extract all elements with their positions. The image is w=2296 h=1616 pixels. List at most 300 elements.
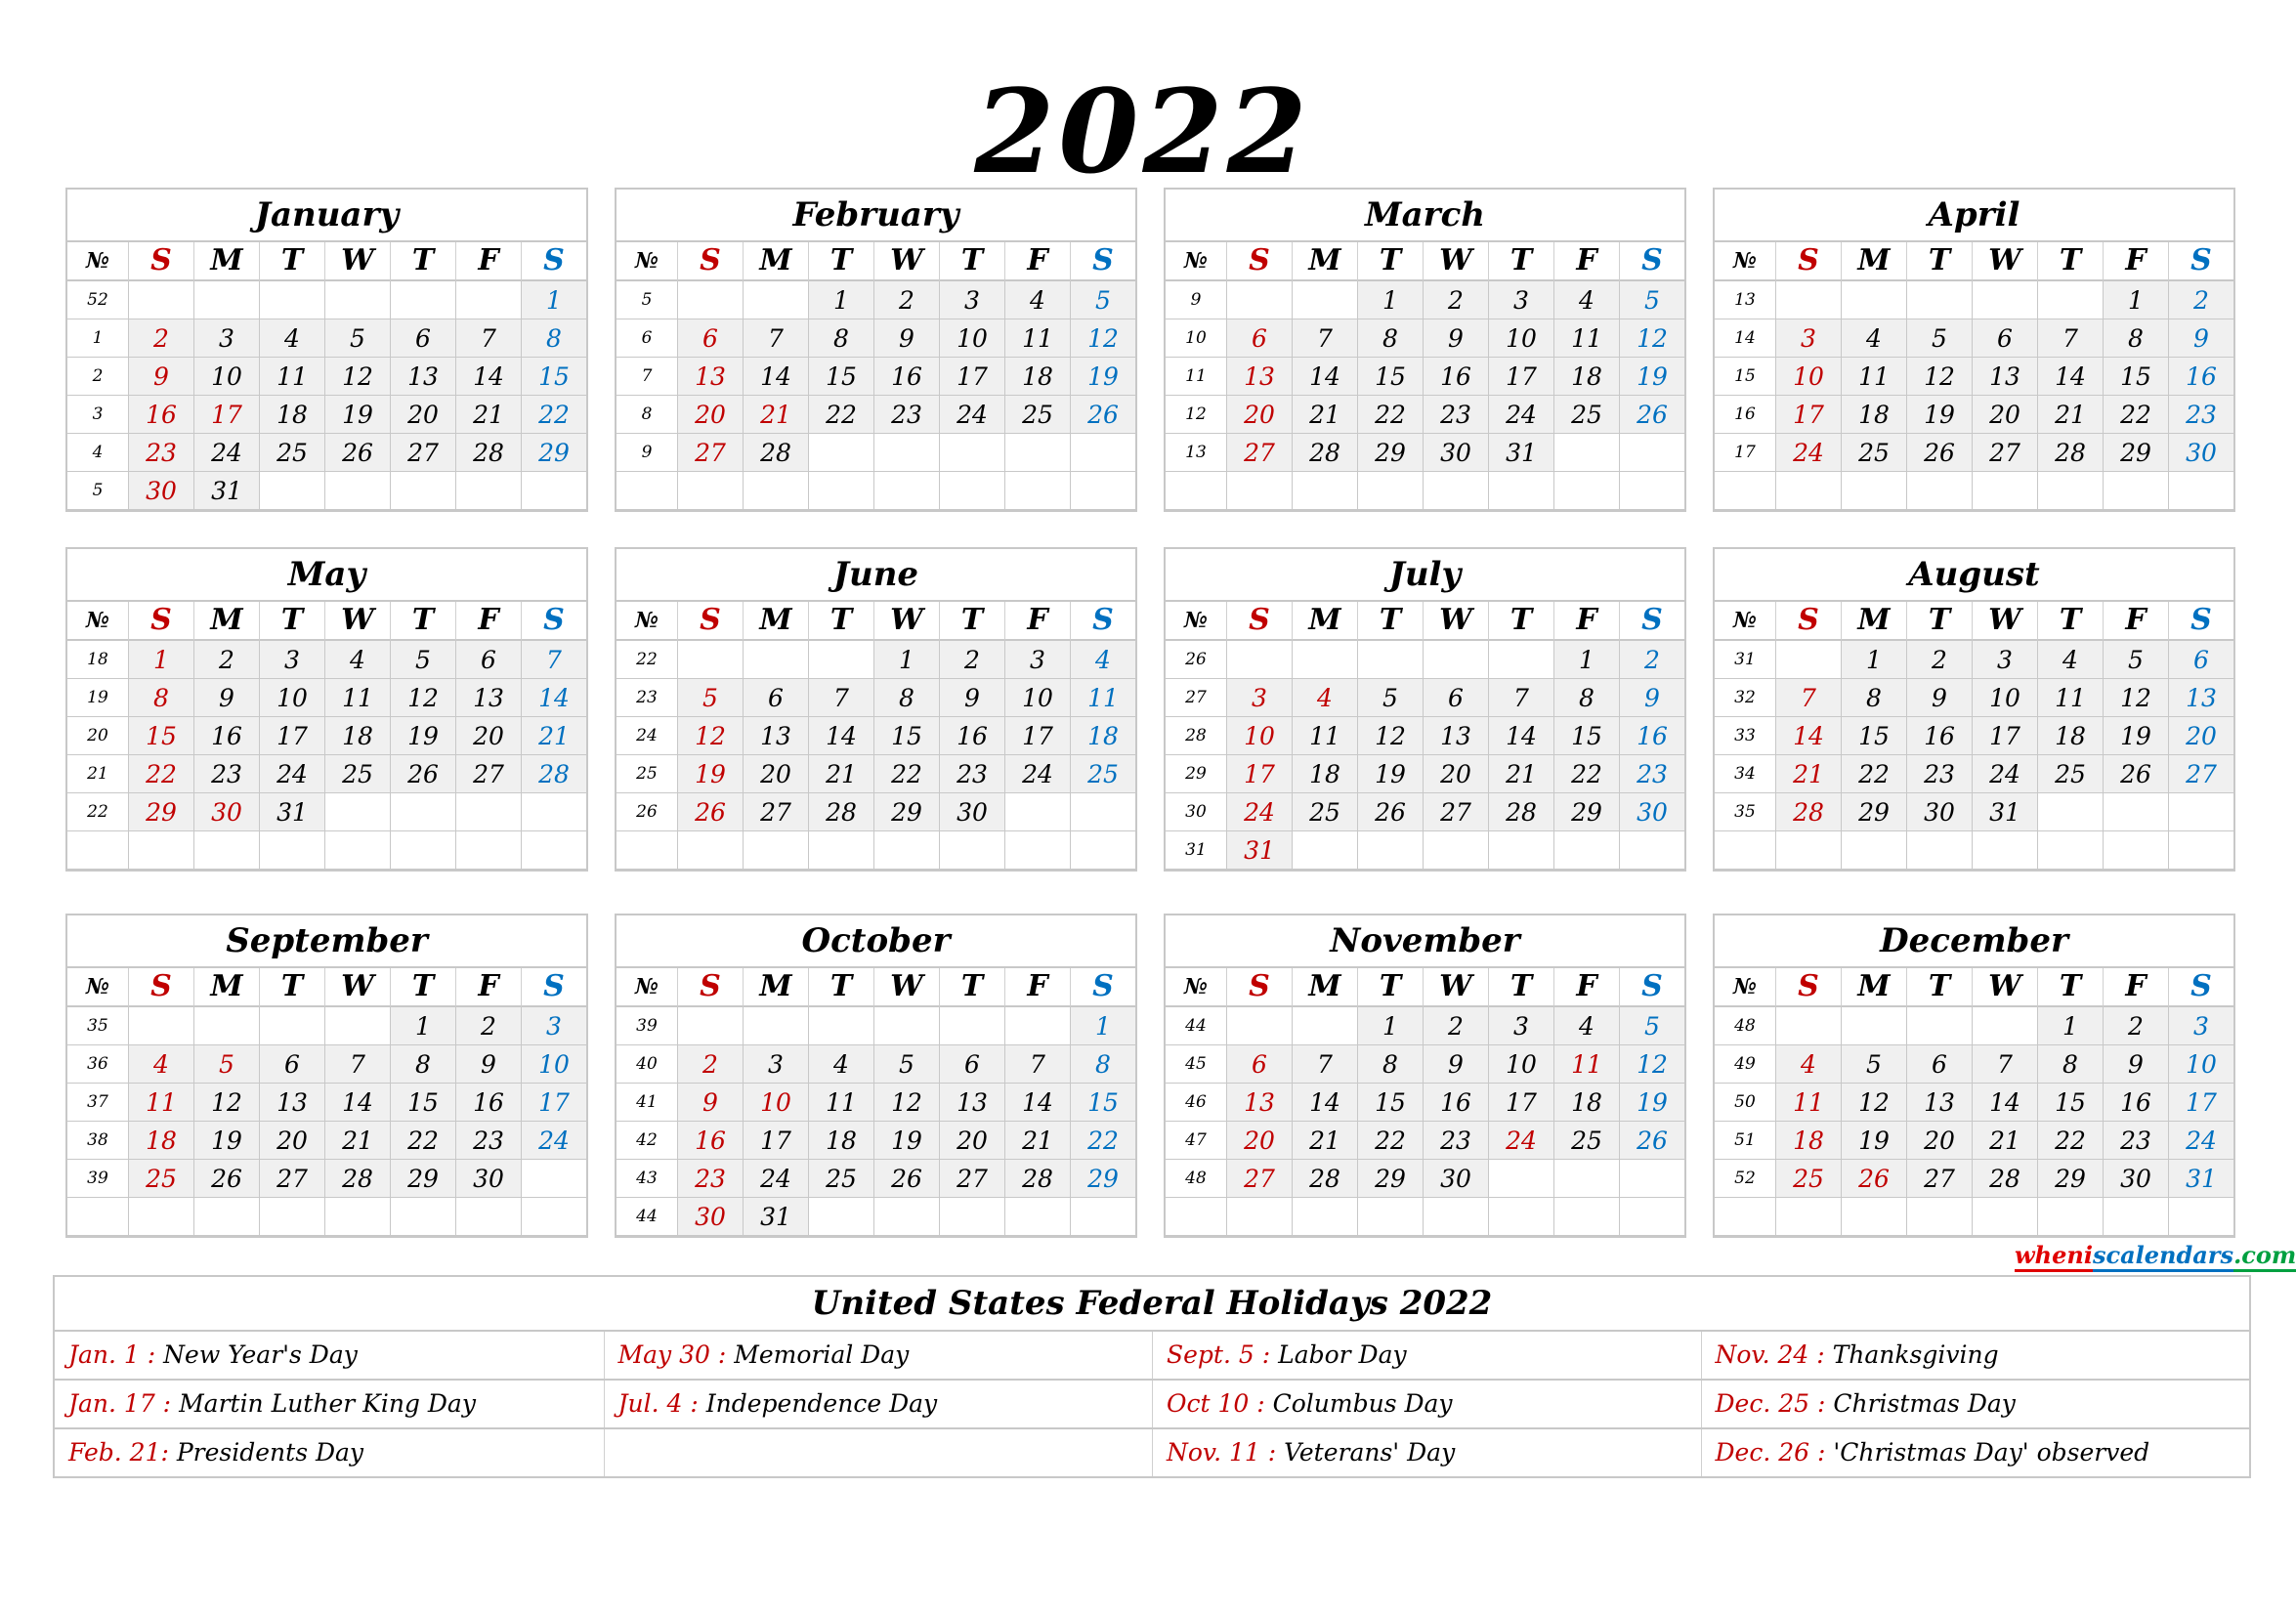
day-cell[interactable]: 19: [1357, 755, 1423, 793]
day-cell[interactable]: 14: [1775, 717, 1841, 755]
day-cell[interactable]: 27: [1906, 1160, 1972, 1198]
day-cell[interactable]: 8: [1070, 1045, 1135, 1084]
day-cell[interactable]: 22: [1841, 755, 1906, 793]
day-cell[interactable]: 6: [2168, 641, 2233, 679]
day-cell[interactable]: 20: [939, 1122, 1004, 1160]
day-cell[interactable]: 3: [521, 1007, 586, 1045]
day-cell[interactable]: 26: [324, 434, 390, 472]
day-cell[interactable]: 13: [1423, 717, 1488, 755]
day-cell[interactable]: 6: [455, 641, 521, 679]
day-cell[interactable]: 15: [873, 717, 939, 755]
day-cell[interactable]: 29: [2037, 1160, 2103, 1198]
day-cell[interactable]: 21: [1292, 396, 1357, 434]
day-cell[interactable]: 20: [455, 717, 521, 755]
day-cell[interactable]: 25: [1004, 396, 1070, 434]
day-cell[interactable]: 24: [521, 1122, 586, 1160]
day-cell[interactable]: 15: [2037, 1084, 2103, 1122]
day-cell[interactable]: 14: [521, 679, 586, 717]
day-cell[interactable]: 11: [1070, 679, 1135, 717]
day-cell[interactable]: 2: [873, 281, 939, 319]
day-cell[interactable]: 19: [2103, 717, 2168, 755]
day-cell[interactable]: 10: [1226, 717, 1292, 755]
day-cell[interactable]: 26: [390, 755, 455, 793]
day-cell[interactable]: 20: [677, 396, 743, 434]
day-cell[interactable]: 18: [1775, 1122, 1841, 1160]
day-cell[interactable]: 23: [1619, 755, 1684, 793]
day-cell[interactable]: 1: [873, 641, 939, 679]
day-cell[interactable]: 24: [1775, 434, 1841, 472]
day-cell[interactable]: 2: [193, 641, 259, 679]
day-cell[interactable]: 4: [1553, 1007, 1619, 1045]
day-cell[interactable]: 6: [1226, 1045, 1292, 1084]
day-cell[interactable]: 7: [743, 319, 808, 358]
day-cell[interactable]: 11: [1841, 358, 1906, 396]
day-cell[interactable]: 12: [1619, 1045, 1684, 1084]
day-cell[interactable]: 29: [873, 793, 939, 831]
day-cell[interactable]: 17: [1488, 1084, 1553, 1122]
day-cell[interactable]: 12: [324, 358, 390, 396]
day-cell[interactable]: 26: [1906, 434, 1972, 472]
day-cell[interactable]: 15: [1357, 1084, 1423, 1122]
day-cell[interactable]: 4: [259, 319, 324, 358]
day-cell[interactable]: 17: [743, 1122, 808, 1160]
day-cell[interactable]: 9: [128, 358, 193, 396]
day-cell[interactable]: 25: [128, 1160, 193, 1198]
day-cell[interactable]: 7: [1775, 679, 1841, 717]
day-cell[interactable]: 26: [2103, 755, 2168, 793]
day-cell[interactable]: 23: [128, 434, 193, 472]
day-cell[interactable]: 30: [1906, 793, 1972, 831]
day-cell[interactable]: 5: [1357, 679, 1423, 717]
day-cell[interactable]: 4: [128, 1045, 193, 1084]
day-cell[interactable]: 2: [677, 1045, 743, 1084]
day-cell[interactable]: 25: [1292, 793, 1357, 831]
day-cell[interactable]: 9: [1906, 679, 1972, 717]
day-cell[interactable]: 4: [808, 1045, 873, 1084]
day-cell[interactable]: 30: [677, 1198, 743, 1236]
day-cell[interactable]: 3: [1488, 1007, 1553, 1045]
day-cell[interactable]: 12: [1357, 717, 1423, 755]
day-cell[interactable]: 28: [1004, 1160, 1070, 1198]
day-cell[interactable]: 30: [2168, 434, 2233, 472]
day-cell[interactable]: 24: [743, 1160, 808, 1198]
day-cell[interactable]: 22: [873, 755, 939, 793]
day-cell[interactable]: 16: [677, 1122, 743, 1160]
day-cell[interactable]: 28: [743, 434, 808, 472]
day-cell[interactable]: 2: [128, 319, 193, 358]
day-cell[interactable]: 18: [808, 1122, 873, 1160]
day-cell[interactable]: 1: [128, 641, 193, 679]
day-cell[interactable]: 5: [1841, 1045, 1906, 1084]
day-cell[interactable]: 9: [1423, 1045, 1488, 1084]
day-cell[interactable]: 7: [1292, 1045, 1357, 1084]
day-cell[interactable]: 30: [128, 472, 193, 510]
day-cell[interactable]: 30: [939, 793, 1004, 831]
day-cell[interactable]: 3: [939, 281, 1004, 319]
day-cell[interactable]: 17: [1226, 755, 1292, 793]
day-cell[interactable]: 19: [873, 1122, 939, 1160]
day-cell[interactable]: 10: [193, 358, 259, 396]
day-cell[interactable]: 15: [2103, 358, 2168, 396]
day-cell[interactable]: 2: [2103, 1007, 2168, 1045]
day-cell[interactable]: 23: [2103, 1122, 2168, 1160]
day-cell[interactable]: 21: [455, 396, 521, 434]
day-cell[interactable]: 8: [1841, 679, 1906, 717]
day-cell[interactable]: 16: [128, 396, 193, 434]
day-cell[interactable]: 19: [390, 717, 455, 755]
day-cell[interactable]: 14: [324, 1084, 390, 1122]
day-cell[interactable]: 10: [1775, 358, 1841, 396]
day-cell[interactable]: 17: [259, 717, 324, 755]
day-cell[interactable]: 24: [2168, 1122, 2233, 1160]
day-cell[interactable]: 19: [1619, 1084, 1684, 1122]
day-cell[interactable]: 11: [1553, 319, 1619, 358]
day-cell[interactable]: 4: [324, 641, 390, 679]
day-cell[interactable]: 30: [1619, 793, 1684, 831]
day-cell[interactable]: 10: [743, 1084, 808, 1122]
day-cell[interactable]: 17: [521, 1084, 586, 1122]
day-cell[interactable]: 13: [939, 1084, 1004, 1122]
day-cell[interactable]: 24: [1972, 755, 2037, 793]
day-cell[interactable]: 12: [390, 679, 455, 717]
day-cell[interactable]: 28: [2037, 434, 2103, 472]
day-cell[interactable]: 6: [390, 319, 455, 358]
day-cell[interactable]: 10: [1488, 319, 1553, 358]
day-cell[interactable]: 6: [1226, 319, 1292, 358]
day-cell[interactable]: 24: [939, 396, 1004, 434]
day-cell[interactable]: 1: [1357, 1007, 1423, 1045]
day-cell[interactable]: 16: [2168, 358, 2233, 396]
day-cell[interactable]: 29: [1841, 793, 1906, 831]
day-cell[interactable]: 22: [128, 755, 193, 793]
day-cell[interactable]: 19: [1619, 358, 1684, 396]
day-cell[interactable]: 1: [521, 281, 586, 319]
day-cell[interactable]: 14: [1292, 1084, 1357, 1122]
day-cell[interactable]: 11: [128, 1084, 193, 1122]
day-cell[interactable]: 11: [1004, 319, 1070, 358]
day-cell[interactable]: 31: [1972, 793, 2037, 831]
day-cell[interactable]: 20: [1906, 1122, 1972, 1160]
day-cell[interactable]: 26: [193, 1160, 259, 1198]
day-cell[interactable]: 28: [808, 793, 873, 831]
day-cell[interactable]: 15: [1841, 717, 1906, 755]
day-cell[interactable]: 24: [259, 755, 324, 793]
day-cell[interactable]: 17: [1004, 717, 1070, 755]
day-cell[interactable]: 5: [2103, 641, 2168, 679]
day-cell[interactable]: 27: [455, 755, 521, 793]
day-cell[interactable]: 5: [324, 319, 390, 358]
day-cell[interactable]: 18: [1070, 717, 1135, 755]
day-cell[interactable]: 8: [1357, 1045, 1423, 1084]
day-cell[interactable]: 12: [1841, 1084, 1906, 1122]
day-cell[interactable]: 20: [259, 1122, 324, 1160]
day-cell[interactable]: 1: [808, 281, 873, 319]
day-cell[interactable]: 11: [1775, 1084, 1841, 1122]
day-cell[interactable]: 26: [1841, 1160, 1906, 1198]
day-cell[interactable]: 9: [939, 679, 1004, 717]
day-cell[interactable]: 21: [324, 1122, 390, 1160]
day-cell[interactable]: 23: [193, 755, 259, 793]
day-cell[interactable]: 29: [1553, 793, 1619, 831]
day-cell[interactable]: 29: [390, 1160, 455, 1198]
day-cell[interactable]: 16: [1423, 358, 1488, 396]
day-cell[interactable]: 16: [1906, 717, 1972, 755]
day-cell[interactable]: 17: [1488, 358, 1553, 396]
day-cell[interactable]: 26: [1070, 396, 1135, 434]
day-cell[interactable]: 26: [1357, 793, 1423, 831]
site-logo[interactable]: [2015, 1241, 2296, 1269]
day-cell[interactable]: 15: [1553, 717, 1619, 755]
day-cell[interactable]: 6: [677, 319, 743, 358]
day-cell[interactable]: 18: [1004, 358, 1070, 396]
day-cell[interactable]: 9: [1423, 319, 1488, 358]
day-cell[interactable]: 8: [1553, 679, 1619, 717]
day-cell[interactable]: 28: [1292, 1160, 1357, 1198]
day-cell[interactable]: 21: [808, 755, 873, 793]
day-cell[interactable]: 23: [873, 396, 939, 434]
day-cell[interactable]: 19: [677, 755, 743, 793]
day-cell[interactable]: 10: [939, 319, 1004, 358]
day-cell[interactable]: 10: [1488, 1045, 1553, 1084]
day-cell[interactable]: 13: [1226, 358, 1292, 396]
day-cell[interactable]: 22: [2103, 396, 2168, 434]
day-cell[interactable]: 1: [2103, 281, 2168, 319]
day-cell[interactable]: 8: [808, 319, 873, 358]
day-cell[interactable]: 6: [1906, 1045, 1972, 1084]
day-cell[interactable]: 9: [455, 1045, 521, 1084]
day-cell[interactable]: 12: [677, 717, 743, 755]
day-cell[interactable]: 28: [1972, 1160, 2037, 1198]
day-cell[interactable]: 19: [193, 1122, 259, 1160]
day-cell[interactable]: 28: [521, 755, 586, 793]
day-cell[interactable]: 11: [324, 679, 390, 717]
day-cell[interactable]: 9: [2103, 1045, 2168, 1084]
day-cell[interactable]: 31: [193, 472, 259, 510]
day-cell[interactable]: 22: [1553, 755, 1619, 793]
day-cell[interactable]: 8: [390, 1045, 455, 1084]
day-cell[interactable]: 25: [1070, 755, 1135, 793]
day-cell[interactable]: 16: [939, 717, 1004, 755]
day-cell[interactable]: 8: [873, 679, 939, 717]
day-cell[interactable]: 13: [743, 717, 808, 755]
day-cell[interactable]: 29: [521, 434, 586, 472]
day-cell[interactable]: 3: [1226, 679, 1292, 717]
day-cell[interactable]: 11: [808, 1084, 873, 1122]
day-cell[interactable]: 25: [1553, 396, 1619, 434]
day-cell[interactable]: 3: [259, 641, 324, 679]
day-cell[interactable]: 2: [1619, 641, 1684, 679]
day-cell[interactable]: 5: [1906, 319, 1972, 358]
day-cell[interactable]: 9: [1619, 679, 1684, 717]
day-cell[interactable]: 25: [324, 755, 390, 793]
day-cell[interactable]: 23: [1423, 396, 1488, 434]
day-cell[interactable]: 15: [808, 358, 873, 396]
day-cell[interactable]: 16: [193, 717, 259, 755]
day-cell[interactable]: 3: [2168, 1007, 2233, 1045]
day-cell[interactable]: 18: [128, 1122, 193, 1160]
day-cell[interactable]: 1: [1070, 1007, 1135, 1045]
day-cell[interactable]: 14: [743, 358, 808, 396]
day-cell[interactable]: 18: [2037, 717, 2103, 755]
day-cell[interactable]: 30: [1423, 1160, 1488, 1198]
day-cell[interactable]: 5: [1070, 281, 1135, 319]
day-cell[interactable]: 29: [1357, 1160, 1423, 1198]
day-cell[interactable]: 1: [2037, 1007, 2103, 1045]
day-cell[interactable]: 25: [1775, 1160, 1841, 1198]
day-cell[interactable]: 5: [390, 641, 455, 679]
day-cell[interactable]: 12: [2103, 679, 2168, 717]
day-cell[interactable]: 23: [2168, 396, 2233, 434]
day-cell[interactable]: 2: [455, 1007, 521, 1045]
day-cell[interactable]: 29: [2103, 434, 2168, 472]
day-cell[interactable]: 29: [1070, 1160, 1135, 1198]
day-cell[interactable]: 13: [1226, 1084, 1292, 1122]
day-cell[interactable]: 27: [390, 434, 455, 472]
day-cell[interactable]: 4: [1841, 319, 1906, 358]
day-cell[interactable]: 15: [390, 1084, 455, 1122]
day-cell[interactable]: 5: [873, 1045, 939, 1084]
day-cell[interactable]: 7: [1972, 1045, 2037, 1084]
day-cell[interactable]: 5: [1619, 1007, 1684, 1045]
day-cell[interactable]: 12: [1619, 319, 1684, 358]
day-cell[interactable]: 5: [193, 1045, 259, 1084]
day-cell[interactable]: 18: [259, 396, 324, 434]
day-cell[interactable]: 3: [1775, 319, 1841, 358]
day-cell[interactable]: 27: [1226, 434, 1292, 472]
day-cell[interactable]: 11: [1553, 1045, 1619, 1084]
day-cell[interactable]: 2: [1423, 281, 1488, 319]
day-cell[interactable]: 25: [1553, 1122, 1619, 1160]
day-cell[interactable]: 18: [1553, 358, 1619, 396]
day-cell[interactable]: 21: [1292, 1122, 1357, 1160]
day-cell[interactable]: 12: [873, 1084, 939, 1122]
day-cell[interactable]: 21: [521, 717, 586, 755]
day-cell[interactable]: 17: [1775, 396, 1841, 434]
day-cell[interactable]: 12: [1070, 319, 1135, 358]
day-cell[interactable]: 11: [2037, 679, 2103, 717]
day-cell[interactable]: 6: [1972, 319, 2037, 358]
day-cell[interactable]: 20: [1226, 1122, 1292, 1160]
day-cell[interactable]: 18: [1553, 1084, 1619, 1122]
day-cell[interactable]: 24: [1488, 1122, 1553, 1160]
day-cell[interactable]: 22: [1357, 396, 1423, 434]
day-cell[interactable]: 10: [521, 1045, 586, 1084]
day-cell[interactable]: 8: [521, 319, 586, 358]
day-cell[interactable]: 22: [1357, 1122, 1423, 1160]
day-cell[interactable]: 10: [2168, 1045, 2233, 1084]
day-cell[interactable]: 5: [677, 679, 743, 717]
day-cell[interactable]: 9: [193, 679, 259, 717]
day-cell[interactable]: 27: [743, 793, 808, 831]
day-cell[interactable]: 16: [873, 358, 939, 396]
day-cell[interactable]: 17: [193, 396, 259, 434]
day-cell[interactable]: 26: [873, 1160, 939, 1198]
day-cell[interactable]: 10: [1004, 679, 1070, 717]
day-cell[interactable]: 21: [2037, 396, 2103, 434]
day-cell[interactable]: 14: [808, 717, 873, 755]
day-cell[interactable]: 19: [1841, 1122, 1906, 1160]
day-cell[interactable]: 24: [193, 434, 259, 472]
day-cell[interactable]: 1: [1357, 281, 1423, 319]
day-cell[interactable]: 1: [390, 1007, 455, 1045]
day-cell[interactable]: 9: [677, 1084, 743, 1122]
day-cell[interactable]: 20: [1226, 396, 1292, 434]
day-cell[interactable]: 30: [1423, 434, 1488, 472]
day-cell[interactable]: 20: [2168, 717, 2233, 755]
day-cell[interactable]: 12: [1906, 358, 1972, 396]
day-cell[interactable]: 3: [1488, 281, 1553, 319]
day-cell[interactable]: 31: [259, 793, 324, 831]
day-cell[interactable]: 9: [873, 319, 939, 358]
day-cell[interactable]: 13: [1972, 358, 2037, 396]
day-cell[interactable]: 28: [1775, 793, 1841, 831]
day-cell[interactable]: 15: [1357, 358, 1423, 396]
day-cell[interactable]: 4: [1004, 281, 1070, 319]
day-cell[interactable]: 16: [2103, 1084, 2168, 1122]
day-cell[interactable]: 21: [1972, 1122, 2037, 1160]
day-cell[interactable]: 14: [1292, 358, 1357, 396]
day-cell[interactable]: 3: [1972, 641, 2037, 679]
day-cell[interactable]: 19: [1070, 358, 1135, 396]
day-cell[interactable]: 20: [390, 396, 455, 434]
day-cell[interactable]: 27: [1226, 1160, 1292, 1198]
day-cell[interactable]: 22: [521, 396, 586, 434]
day-cell[interactable]: 14: [455, 358, 521, 396]
day-cell[interactable]: 7: [1004, 1045, 1070, 1084]
day-cell[interactable]: 23: [455, 1122, 521, 1160]
day-cell[interactable]: 28: [1488, 793, 1553, 831]
day-cell[interactable]: 2: [1906, 641, 1972, 679]
day-cell[interactable]: 25: [808, 1160, 873, 1198]
day-cell[interactable]: 29: [1357, 434, 1423, 472]
day-cell[interactable]: 22: [808, 396, 873, 434]
day-cell[interactable]: 19: [324, 396, 390, 434]
day-cell[interactable]: 14: [1004, 1084, 1070, 1122]
day-cell[interactable]: 25: [2037, 755, 2103, 793]
day-cell[interactable]: 15: [1070, 1084, 1135, 1122]
day-cell[interactable]: 13: [259, 1084, 324, 1122]
day-cell[interactable]: 23: [1423, 1122, 1488, 1160]
day-cell[interactable]: 24: [1488, 396, 1553, 434]
day-cell[interactable]: 21: [1488, 755, 1553, 793]
day-cell[interactable]: 27: [1423, 793, 1488, 831]
day-cell[interactable]: 18: [324, 717, 390, 755]
day-cell[interactable]: 18: [1292, 755, 1357, 793]
day-cell[interactable]: 28: [1292, 434, 1357, 472]
day-cell[interactable]: 15: [521, 358, 586, 396]
day-cell[interactable]: 4: [1775, 1045, 1841, 1084]
day-cell[interactable]: 6: [1423, 679, 1488, 717]
day-cell[interactable]: 18: [1841, 396, 1906, 434]
day-cell[interactable]: 30: [2103, 1160, 2168, 1198]
day-cell[interactable]: 3: [193, 319, 259, 358]
day-cell[interactable]: 26: [1619, 1122, 1684, 1160]
day-cell[interactable]: 27: [1972, 434, 2037, 472]
day-cell[interactable]: 10: [259, 679, 324, 717]
day-cell[interactable]: 7: [521, 641, 586, 679]
day-cell[interactable]: 16: [1423, 1084, 1488, 1122]
day-cell[interactable]: 4: [2037, 641, 2103, 679]
day-cell[interactable]: 7: [324, 1045, 390, 1084]
day-cell[interactable]: 24: [1226, 793, 1292, 831]
day-cell[interactable]: 27: [939, 1160, 1004, 1198]
day-cell[interactable]: 7: [455, 319, 521, 358]
day-cell[interactable]: 15: [128, 717, 193, 755]
day-cell[interactable]: 10: [1972, 679, 2037, 717]
day-cell[interactable]: 23: [1906, 755, 1972, 793]
day-cell[interactable]: 28: [455, 434, 521, 472]
day-cell[interactable]: 22: [390, 1122, 455, 1160]
